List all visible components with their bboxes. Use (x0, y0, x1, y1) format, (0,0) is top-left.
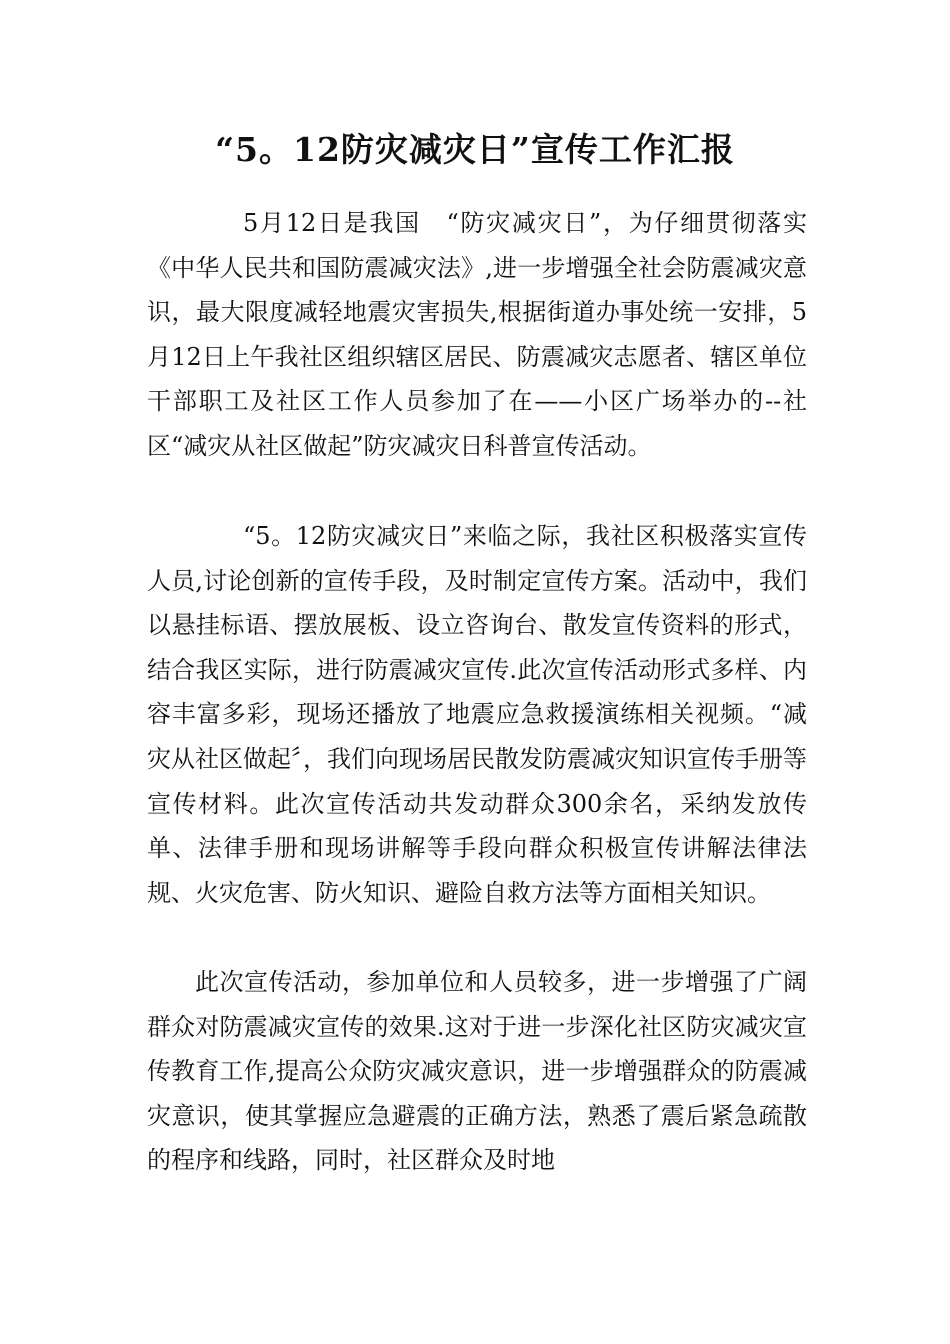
paragraph-3: 此次宣传活动，参加单位和人员较多，进一步增强了广阔群众对防震减灾宣传的效果.这对于进一步深化社区防灾减灾宣传教育工作,提高公众防灾减灾意识，进一步增强群众的防震减灾意识，使其掌握应急避震的正确方法，熟悉了震后紧急疏散的程序和线路，同时，社区群众及时地 (147, 968, 807, 1175)
document-title: “5。12防灾减灾日”宣传工作汇报 (215, 130, 735, 169)
paragraph-1: 5月12日是我国 “防灾减灾日”，为仔细贯彻落实《中华人民共和国防震减灾法》,进一步增强全社会防震减灾意识，最大限度减轻地震灾害损失,根据街道办事处统一安排，5月12日上午我社区组织辖区居民、防震减灾志愿者、辖区单位干部职工及社区工作人员参加了在——小区广场举办的--社区“减灾从社区做起”防灾减灾日科普宣传活动。 (147, 209, 807, 460)
paragraph-2: “5。12防灾减灾日”来临之际，我社区积极落实宣传人员,讨论创新的宣传手段，及时制定宣传方案。活动中，我们以悬挂标语、摆放展板、设立咨询台、散发宣传资料的形式，结合我区实际，进行防震减灾宣传.此次宣传活动形式多样、内容丰富多彩，现场还播放了地震应急救援演练相关视频。“减灾从社区做起〞，我们向现场居民散发防震减灾知识宣传手册等宣传材料。此次宣传活动共发动群众300余名，采纳发放传单、法律手册和现场讲解等手段向群众积极宣传讲解法律法规、火灾危害、防火知识、避险自救方法等方面相关知识。 (147, 522, 807, 907)
